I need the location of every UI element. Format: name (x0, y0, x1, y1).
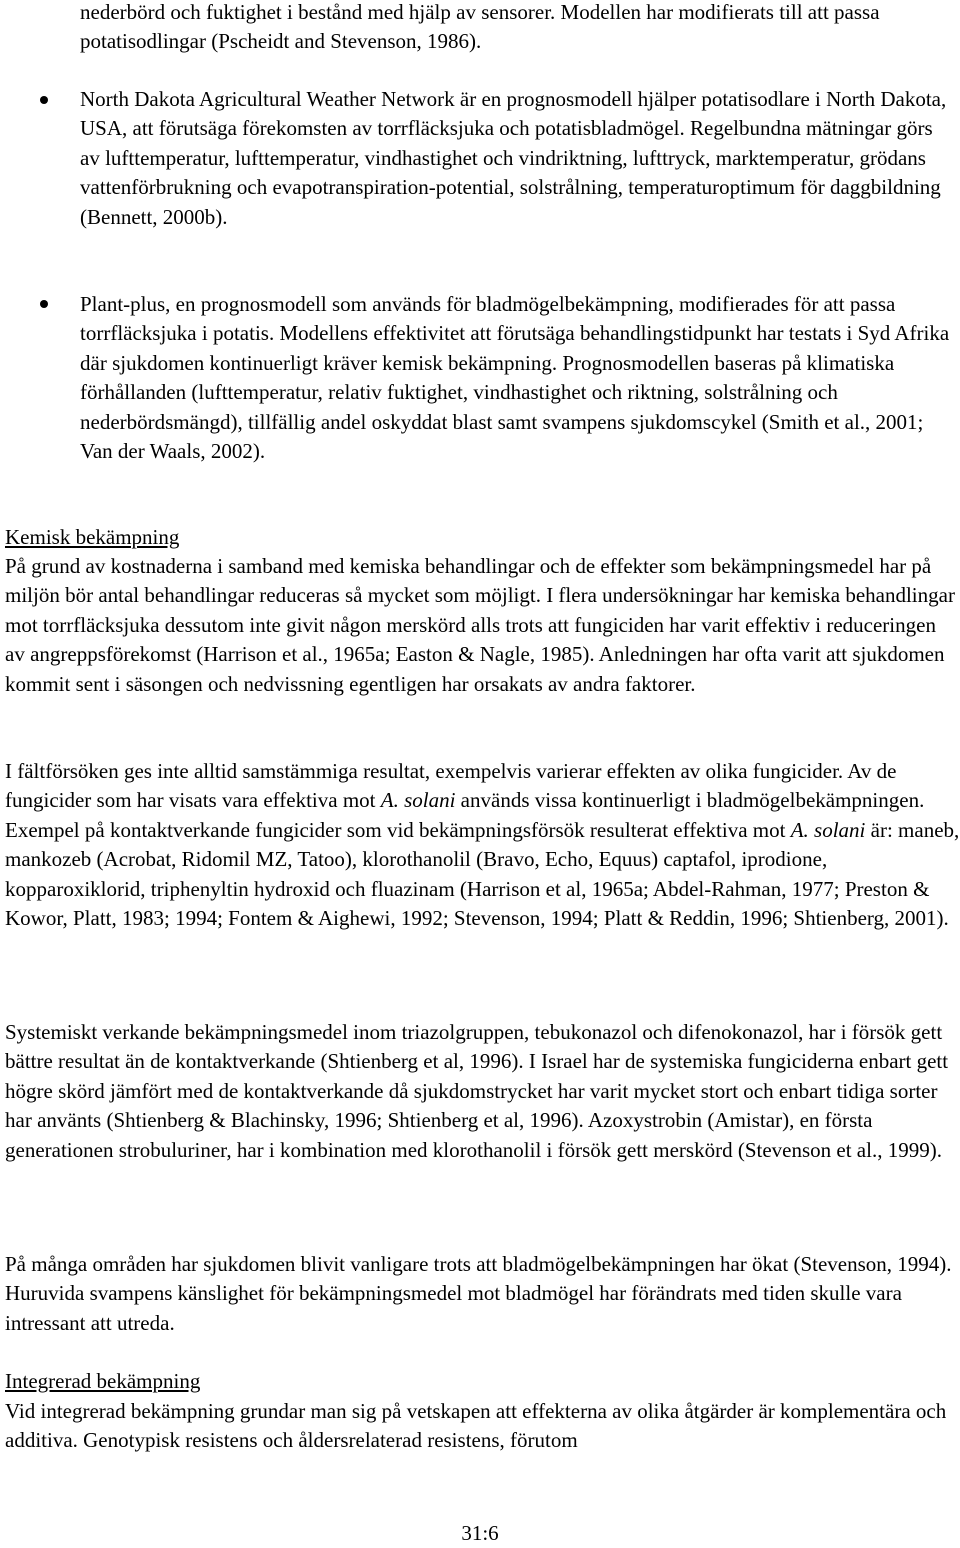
bullet-item-plant-plus: Plant-plus, en prognosmodell som används för bladmögelbekämpning, modifierades för att passa torrfläcksjuka i potatis. Modellens effektivitet att förutsäga behandlingstidpunkt har testats i Syd Afrika där sjukdomen kontinuerligt kräver kemisk bekämpning. Prognosmodellen baseras på klimatiska förhållanden (lufttemperatur, relativ fuktighet, vindhastighet och riktning, solstrålning och nederbördsmängd), tillfällig andel oskyddat blast samt svampens sjukdomscykel (Smith et al., 2001; Van der Waals, 2002). (80, 292, 950, 464)
text-run: I fältförsöken ges inte alltid samstämmiga resultat, exempelvis varierar effekten av olika fungicider. Av de fungicider som har visats vara effektiva mot (5, 759, 897, 813)
paragraph-kemisk-4: På många områden har sjukdomen blivit vanligare trots att bladmögelbekämpningen har ökat (Stevenson, 1994). Huruvida svampens känslighet för bekämpningsmedel mot bladmögel har förändrats med tiden skulle vara intressant att utreda. (5, 1252, 952, 1335)
section-heading-kemisk: Kemisk bekämpning (5, 525, 180, 549)
bullet-item-weather-network: North Dakota Agricultural Weather Network är en prognosmodell hjälper potatisodlare i North Dakota, USA, att förutsäga förekomsten av torrfläcksjuka och potatisbladmögel. Regelbundna mätningar görs av lufttemperatur, lufttemperatur, vindhastighet och vindriktning, lufttryck, marktemperatur, grödans vattenförbrukning och evapotranspiration-potential, solstrålning, temperaturoptimum för daggbildning (Bennett, 2000b). (80, 87, 947, 229)
bullet-icon (40, 96, 48, 104)
section-heading-integrerad: Integrerad bekämpning (5, 1369, 201, 1393)
species-name: A. solani (380, 788, 456, 813)
species-name: A. solani (790, 817, 866, 842)
bullet-icon (40, 300, 48, 308)
paragraph-kemisk-2 (5, 757, 960, 933)
text-run: är: maneb, mankozeb (Acrobat, Ridomil MZ, Tatoo), klorothanolil (Bravo, Echo, Equus) captafol, iprodione, kopparoxiklorid, triphenyltin hydroxid och fluazinam (Harrison et al, 1965a; Abdel-Rahman, 1977; Preston & Kowor, Platt, 1983; 1994; Fontem & Aighewi, 1992; Stevenson, 1994; Platt & Reddin, 1996; Shtienberg, 2001). (5, 817, 960, 931)
page-number: 31:6 (461, 1521, 499, 1545)
paragraph-integrerad-1: Vid integrerad bekämpning grundar man sig på vetskapen att effekterna av olika åtgärder är komplementära och additiva. Genotypisk resistens och åldersrelaterad resistens, förutom (5, 1399, 947, 1453)
paragraph-kemisk-1: På grund av kostnaderna i samband med kemiska behandlingar och de effekter som bekämpningsmedel har på miljön bör antal behandlingar reduceras så mycket som möjligt. I flera undersökningar har kemiska behandlingar mot torrfläcksjuka dessutom inte givit någon merskörd alls trots att fungiciden har varit effektiv i reduceringen av angreppsförekomst (Harrison et al., 1965a; Easton & Nagle, 1985). Anledningen har ofta varit att sjukdomen kommit sent i säsongen och nedvissning egentligen har orsakats av andra faktorer. (5, 554, 955, 696)
continuation-paragraph: nederbörd och fuktighet i bestånd med hjälp av sensorer. Modellen har modifierats till att passa potatisodlingar (Pscheidt and Stevenson, 1986). (80, 0, 880, 54)
paragraph-kemisk-3: Systemiskt verkande bekämpningsmedel inom triazolgruppen, tebukonazol och difenokonazol, har i försök gett bättre resultat än de kontaktverkande (Shtienberg et al, 1996). I Israel har de systemiska fungiciderna enbart gett högre skörd jämfört med de kontaktverkande då sjukdomstrycket har varit mycket stort och enbart tidiga sorter har använts (Shtienberg & Blachinsky, 1996; Shtienberg et al, 1996). Azoxystrobin (Amistar), en första generationen strobuluriner, har i kombination med klorothanolil i försök gett merskörd (Stevenson et al., 1999). (5, 1020, 949, 1162)
text-run: används vissa kontinuerligt i bladmögelbekämpningen. Exempel på kontaktverkande fungicider som vid bekämpningsförsök resulterat effektiva mot (5, 788, 925, 842)
